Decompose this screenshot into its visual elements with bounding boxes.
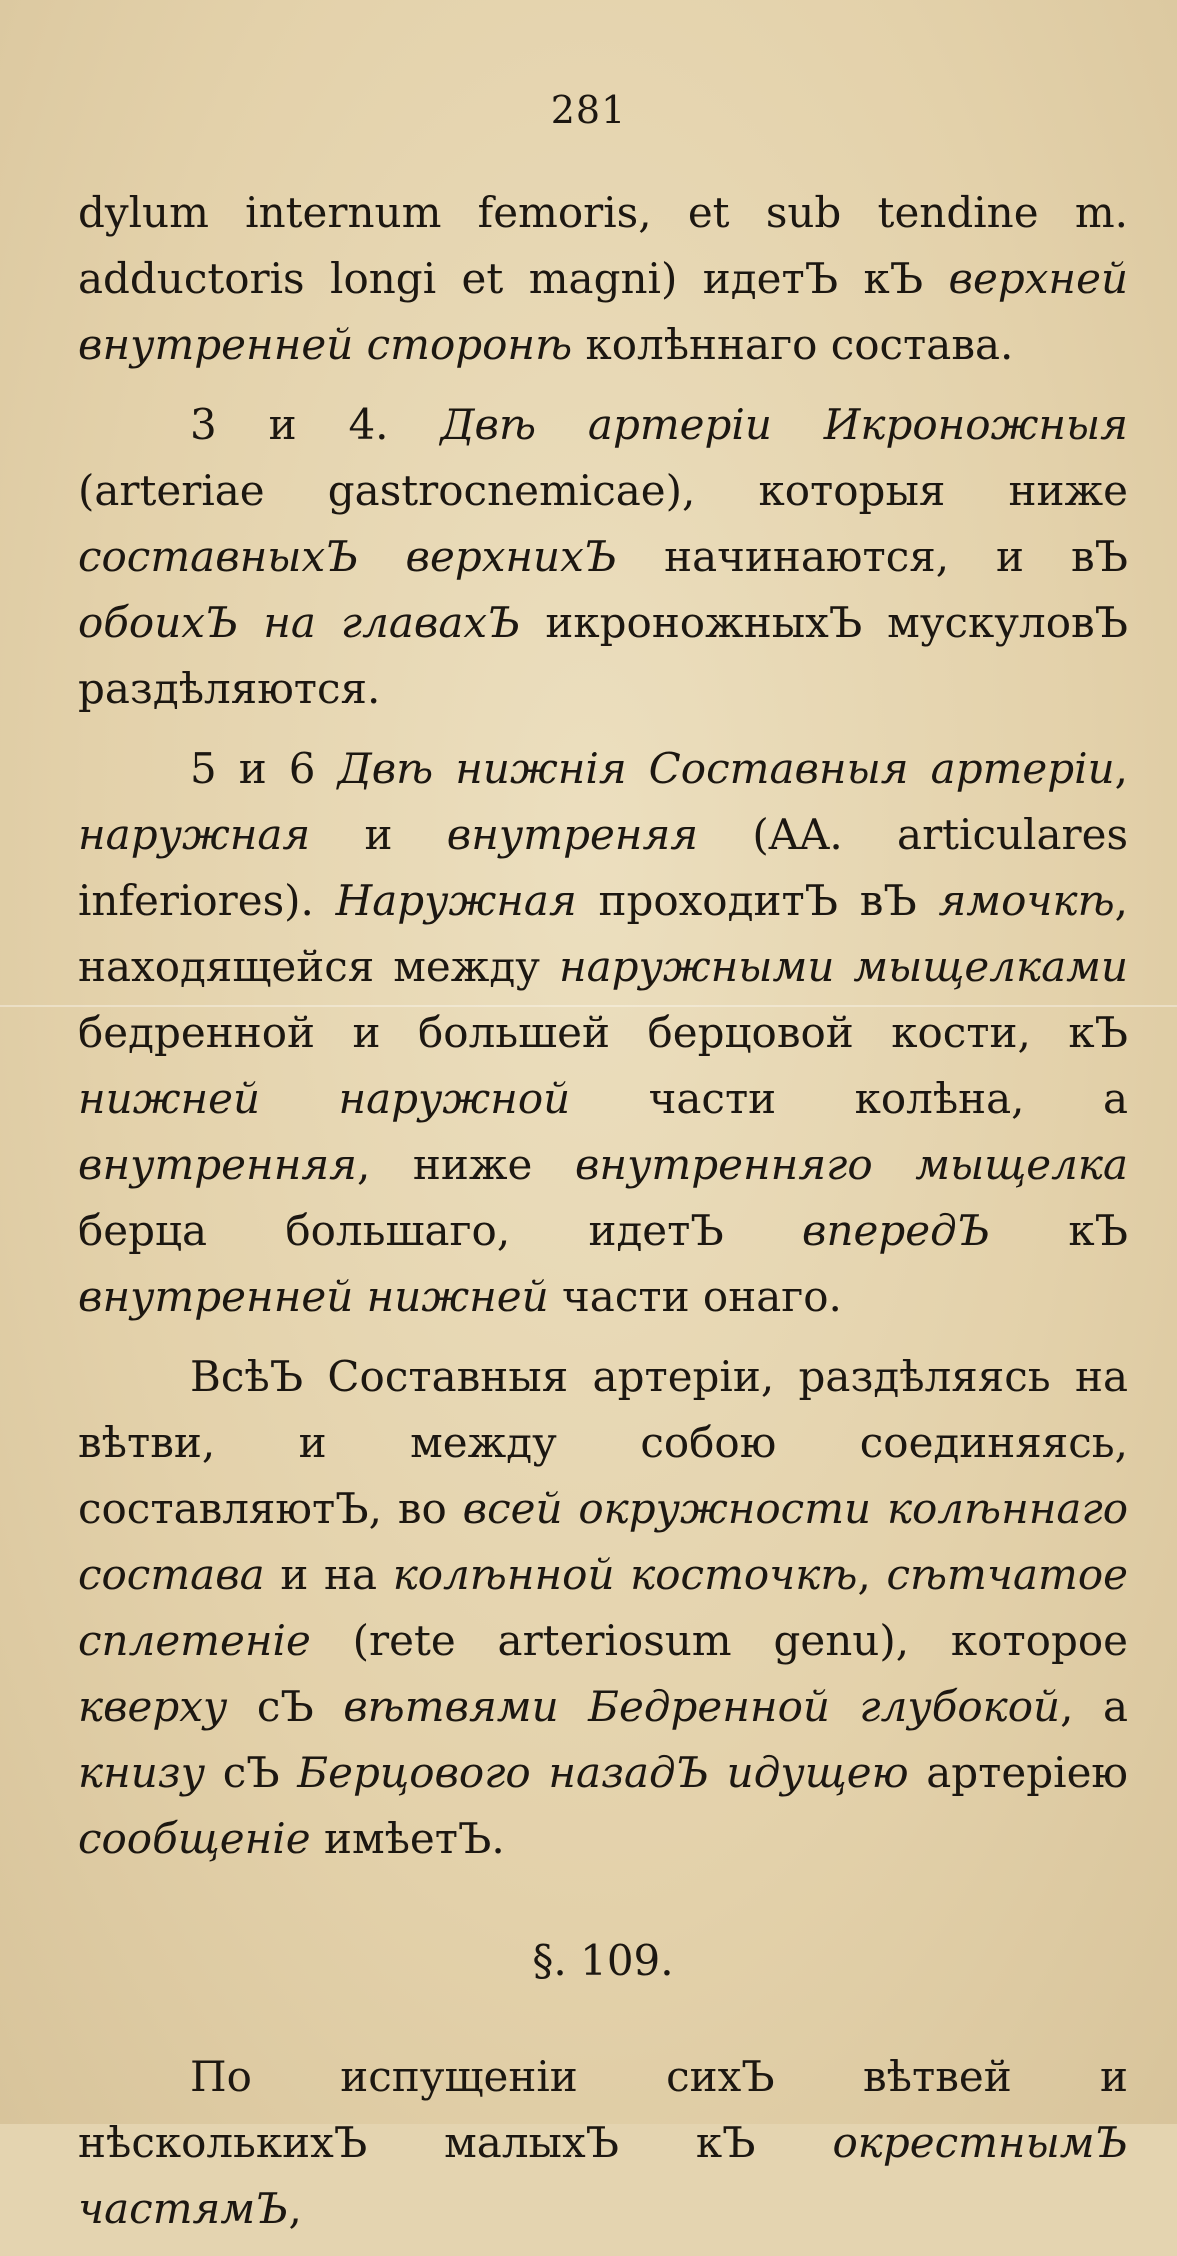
section-heading: §. 109. — [532, 1936, 674, 1985]
italic-term: составныхЪ верхнихЪ — [78, 532, 618, 581]
italic-term: впередЪ — [802, 1206, 991, 1255]
italic-term: окрестнымЪ частямЪ — [78, 2118, 1128, 2233]
text-run: , а — [1060, 1682, 1128, 1731]
italic-term: внутреняя — [446, 810, 699, 859]
paragraphs-after-section — [78, 2044, 1128, 2242]
italic-term: Двѣ артеріи Икроножныя — [440, 400, 1128, 449]
italic-term: ямочкѣ — [938, 876, 1115, 925]
text-run: сЪ — [205, 1748, 298, 1797]
text-run: проходитЪ вЪ — [576, 876, 939, 925]
paragraph-p5 — [78, 2044, 1128, 2242]
italic-term: внутренняя — [78, 1140, 357, 1189]
text-run: кЪ — [990, 1206, 1128, 1255]
text-run: части колѣна, а — [570, 1074, 1129, 1123]
text-run: сЪ — [227, 1682, 344, 1731]
text-run: 3 и 4. — [190, 400, 441, 449]
text-run: 5 и 6 — [190, 744, 338, 793]
text-run: (AA. articulares inferiores). — [78, 810, 1128, 925]
italic-term: внутренняго мыщелка — [574, 1140, 1128, 1189]
body-text — [78, 180, 1128, 2256]
italic-term: Наружная — [335, 876, 577, 925]
text-run: , — [288, 2184, 302, 2233]
italic-term: верхней внутренней сторонѣ — [78, 254, 1128, 369]
text-run: По испущеніи сихЪ вѣтвей и нѣсколькихЪ малыхЪ кЪ — [78, 2052, 1128, 2167]
text-run: артеріею — [908, 1748, 1128, 1797]
italic-term: нижней наружной — [78, 1074, 571, 1123]
paragraphs-before-section — [78, 180, 1128, 1872]
italic-term: обоихЪ на главахЪ — [78, 598, 521, 647]
paragraph-p1 — [78, 180, 1128, 378]
text-run: части онаго. — [548, 1272, 842, 1321]
italic-term: вѣтвями Бедренной глубокой — [343, 1682, 1061, 1731]
text-run: , — [1114, 744, 1128, 793]
text-run: ВсѣЪ Составныя артеріи, раздѣляясь на вѣтви, и между собою соединяясь, составляютЪ, во — [78, 1352, 1128, 1533]
italic-term: кверху — [78, 1682, 228, 1731]
italic-term: сѣтчатое сплетеніе — [78, 1550, 1129, 1665]
text-run: начинаются, и вЪ — [617, 532, 1128, 581]
text-run: колѣннаго состава. — [572, 320, 1014, 369]
paragraph-p2 — [78, 392, 1128, 722]
paragraph-p3 — [78, 736, 1128, 1330]
italic-term: Двѣ нижнія Составныя артеріи — [337, 744, 1115, 793]
italic-term: Берцового назадЪ идущею — [297, 1748, 909, 1797]
italic-term: наружными мыщелками — [558, 942, 1128, 991]
text-run: и — [310, 810, 447, 859]
text-run: икроножныхЪ мускуловЪ раздѣляются. — [78, 598, 1128, 713]
italic-term: наружная — [78, 810, 311, 859]
text-run: имѣетЪ. — [310, 1814, 505, 1863]
italic-term: всей окружности колѣннаго состава — [78, 1484, 1128, 1599]
italic-term: сообщеніе — [78, 1814, 311, 1863]
text-run: (arteriae gastrocnemicae), которыя ниже — [78, 466, 1128, 515]
text-run: , — [857, 1550, 887, 1599]
text-run: берца большаго, идетЪ — [78, 1206, 803, 1255]
text-run: бедренной и большей берцовой кости, кЪ — [78, 1008, 1128, 1057]
italic-term: внутренней нижней — [78, 1272, 549, 1321]
text-run: и на — [264, 1550, 393, 1599]
italic-term: книзу — [78, 1748, 206, 1797]
text-run: , находящейся между — [78, 876, 1128, 991]
page-number: 281 — [550, 88, 627, 132]
text-run: (rete arteriosum genu), которое — [310, 1616, 1128, 1665]
italic-term: колѣнной косточкѣ — [392, 1550, 858, 1599]
text-run: , ниже — [357, 1140, 575, 1189]
text-run: dylum internum femoris, et sub tendine m. adductoris longi et magni) идетЪ кЪ — [78, 188, 1128, 303]
paragraph-p4 — [78, 1344, 1128, 1872]
